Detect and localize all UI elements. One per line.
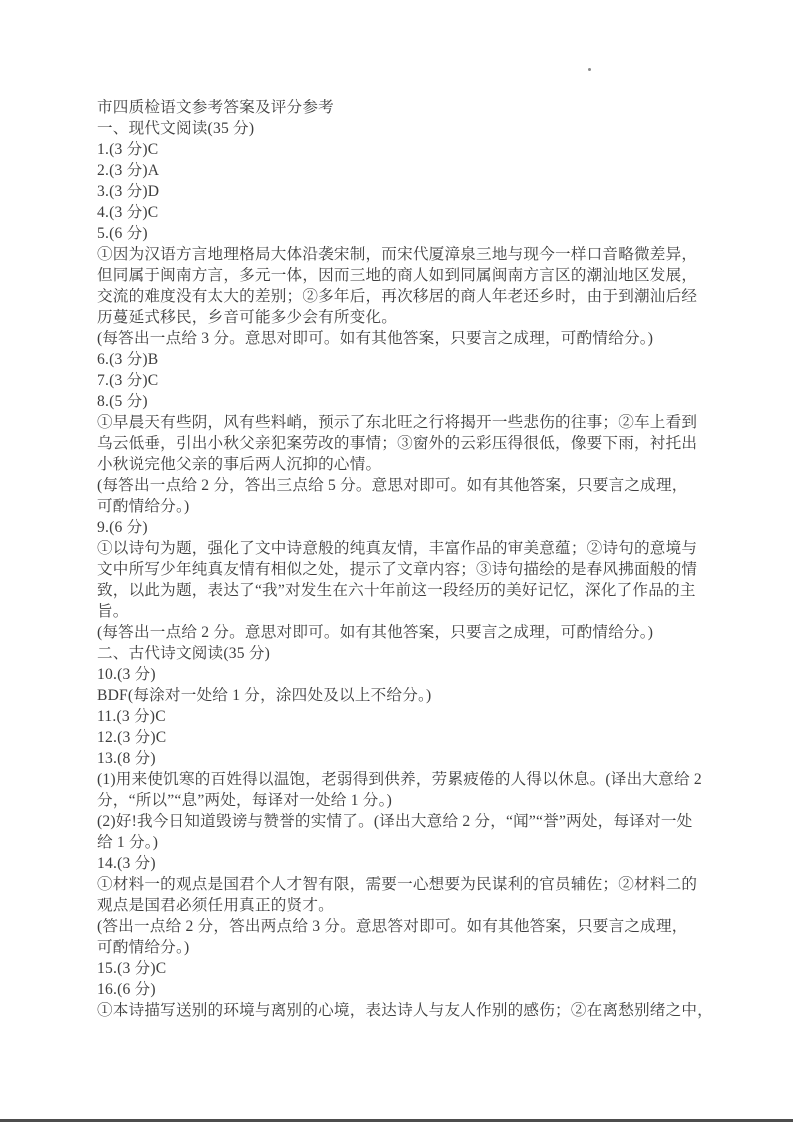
section-1-line-12: 7.(3 分)C xyxy=(97,372,159,389)
section-1-line-21: 文中所写少年纯真友情有相似之处，提示了文章内容；③诗句描绘的是春风拂面般的情 xyxy=(97,561,698,578)
section-1-line-22: 致，以此为题，表达了“我”对发生在六十年前这一段经历的美好记忆，深化了作品的主 xyxy=(97,582,696,599)
doc-title: 市四质检语文参考答案及评分参考 xyxy=(97,99,334,116)
section-2-line-2: BDF(每涂对一处给 1 分，涂四处及以上不给分。) xyxy=(97,687,432,704)
section-2-line-7: 分，“所以”“息”两处，每译对一处给 1 分。) xyxy=(97,792,392,809)
answer-key-document xyxy=(97,97,719,1021)
section-1-line-11: 6.(3 分)B xyxy=(97,351,159,368)
section-2-line-17: ①本诗描写送别的环境与离别的心境，表达诗人与友人作别的感伤；②在离愁别绪之中， xyxy=(97,1002,713,1019)
section-2-line-6: (1)用来使饥寒的百姓得以温饱，老弱得到供养，劳累疲倦的人得以休息。(译出大意给 2 xyxy=(97,771,702,788)
section-1-line-17: (每答出一点给 2 分，答出三点给 5 分。意思对即可。如有其他答案，只要言之成理， xyxy=(97,477,688,494)
section-1-line-24: (每答出一点给 2 分。意思对即可。如有其他答案，只要言之成理，可酌情给分。) xyxy=(97,624,654,641)
section-1-line-9: 历蔓延式移民，乡音可能多少会有所变化。 xyxy=(97,309,398,326)
section-2-line-11: ①材料一的观点是国君个人才智有限，需要一心想要为民谋利的官员辅佐；②材料二的 xyxy=(97,876,698,893)
section-1-line-5: 5.(6 分) xyxy=(97,225,148,242)
section-2-line-9: 给 1 分。) xyxy=(97,834,159,851)
section-1-line-13: 8.(5 分) xyxy=(97,393,148,410)
section-1-line-16: 小秋说完他父亲的事后两人沉抑的心情。 xyxy=(97,456,382,473)
section-1-heading: 一、现代文阅读(35 分) xyxy=(97,120,255,137)
section-1-line-2: 2.(3 分)A xyxy=(97,162,160,179)
section-1-line-6: ①因为汉语方言地理格局大体沿袭宋制，而宋代厦漳泉三地与现今一样口音略微差异， xyxy=(97,246,698,263)
section-2-line-1: 10.(3 分) xyxy=(97,666,156,683)
section-2-line-5: 13.(8 分) xyxy=(97,750,156,767)
section-1-line-19: 9.(6 分) xyxy=(97,519,148,536)
section-1-line-8: 交流的难度没有太大的差别；②多年后，再次移居的商人年老还乡时，由于到潮汕后经 xyxy=(97,288,698,305)
section-2-line-10: 14.(3 分) xyxy=(97,855,156,872)
section-1-line-10: (每答出一点给 3 分。意思对即可。如有其他答案，只要言之成理，可酌情给分。) xyxy=(97,330,654,347)
section-1-line-20: ①以诗句为题，强化了文中诗意般的纯真友情，丰富作品的审美意蕴；②诗句的意境与 xyxy=(97,540,698,557)
section-2-line-14: 可酌情给分。) xyxy=(97,939,190,956)
section-1-line-14: ①早晨天有些阴，风有些料峭，预示了东北旺之行将揭开一些悲伤的往事；②车上看到 xyxy=(97,414,698,431)
section-2-line-4: 12.(3 分)C xyxy=(97,729,167,746)
section-2-line-15: 15.(3 分)C xyxy=(97,960,167,977)
section-2-line-13: (答出一点给 2 分，答出两点给 3 分。意思答对即可。如有其他答案，只要言之成理， xyxy=(97,918,688,935)
section-1-line-7: 但同属于闽南方言，多元一体，因而三地的商人如到同属闽南方言区的潮汕地区发展， xyxy=(97,267,698,284)
section-1-line-15: 乌云低垂，引出小秋父亲犯案劳改的事情；③窗外的云彩压得很低，像要下雨，衬托出 xyxy=(97,435,698,452)
scan-speck xyxy=(588,68,591,71)
section-2-heading: 二、古代诗文阅读(35 分) xyxy=(97,645,271,662)
section-1-line-18: 可酌情给分。) xyxy=(97,498,190,515)
section-2-line-3: 11.(3 分)C xyxy=(97,708,166,725)
section-1-line-4: 4.(3 分)C xyxy=(97,204,159,221)
section-1-line-1: 1.(3 分)C xyxy=(97,141,159,158)
section-2-line-8: (2)好!我今日知道毁谤与赞誉的实情了。(译出大意给 2 分，“闻”“誉”两处，每译对一处 xyxy=(97,813,693,830)
section-1-line-23: 旨。 xyxy=(97,603,129,620)
section-1-line-3: 3.(3 分)D xyxy=(97,183,160,200)
section-2-line-12: 观点是国君必须任用真正的贤才。 xyxy=(97,897,334,914)
section-2-line-16: 16.(6 分) xyxy=(97,981,156,998)
